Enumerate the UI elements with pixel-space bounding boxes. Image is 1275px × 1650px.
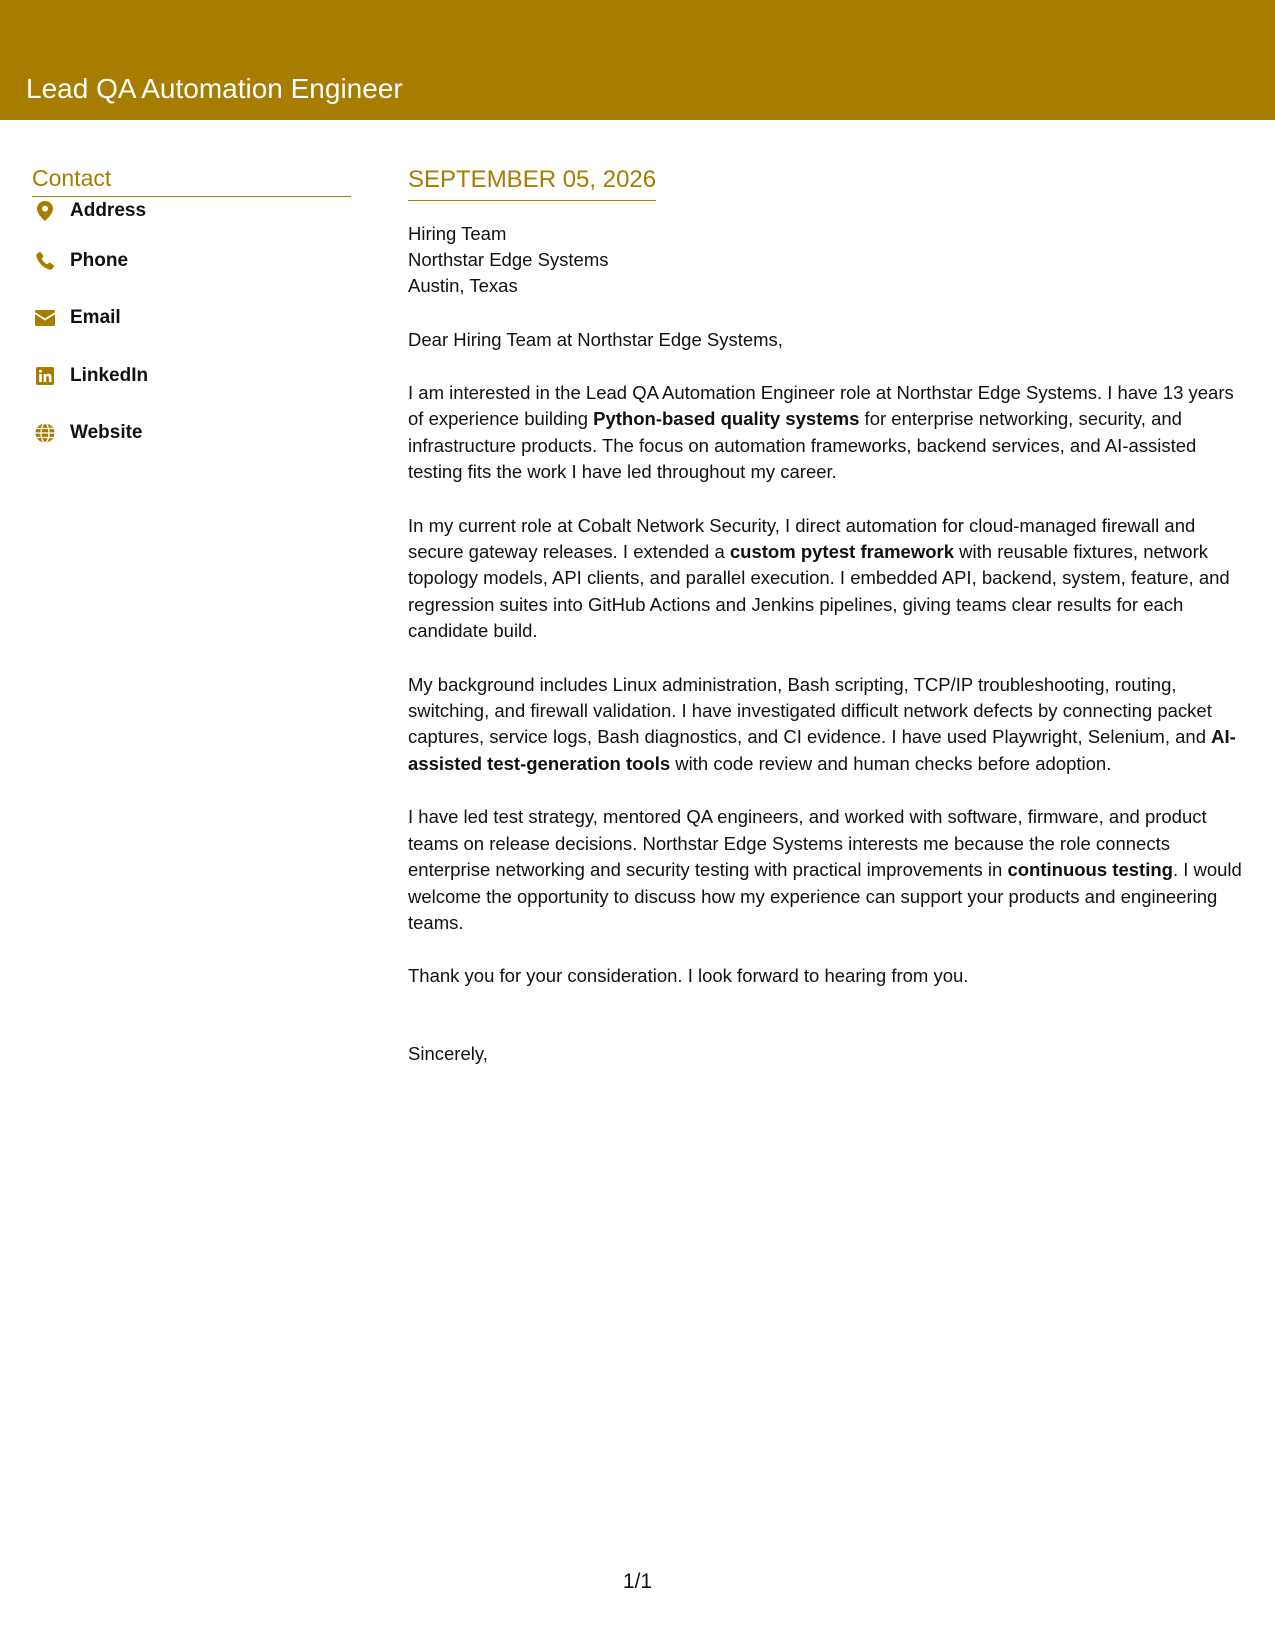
highlight-text: continuous testing (1007, 859, 1173, 881)
contact-label: LinkedIn (70, 364, 149, 386)
letter-body (408, 165, 1244, 1067)
recipient-company: Northstar Edge Systems (408, 249, 609, 270)
paragraph-text: for enterprise networking, security, and infrastructure products. The focus on automation frameworks, backend services, and AI-assisted testing fits the work I have led throughout my career. (408, 408, 1197, 483)
contact-label: Phone (70, 249, 129, 271)
recipient-location: Austin, Texas (408, 275, 518, 296)
sidebar (32, 164, 351, 462)
globe-icon (34, 422, 56, 444)
paragraph-text: In my current role at Cobalt Network Security, I direct automation for cloud-managed firewall and secure gateway releases. I extended a (408, 514, 1196, 563)
recipient-line: Hiring Team (408, 223, 507, 244)
contact-list (32, 196, 351, 462)
page-title: Lead QA Automation Engineer (26, 73, 403, 104)
recipient-block (408, 221, 1244, 299)
header-banner (0, 0, 1275, 120)
paragraph-4 (408, 804, 1244, 936)
closing-line: Thank you for your consideration. I look forward to hearing from you. (408, 965, 969, 987)
paragraph-text: . I would welcome the opportunity to discuss how my experience can support your products and engineering teams. (408, 859, 1242, 933)
paragraph-text: My background includes Linux administration, Bash scripting, TCP/IP troubleshooting, routing, switching, and firewall validation. I have investigated difficult network defects by connecting packet captures, service logs, Bash diagnostics, and CI evidence. I have used Playwright, Selenium, and (408, 673, 1212, 748)
paragraph-2 (408, 513, 1244, 645)
contact-label: Website (70, 422, 143, 444)
paragraph-text: I have led test strategy, mentored QA engineers, and worked with software, firmware, and product teams on release decisions. Northstar Edge Systems interests me because the role connects enterprise networking and security testing with practical improvements in (408, 806, 1207, 881)
page-number: 1/1 (622, 1570, 653, 1593)
highlight-text: AI-assisted test-generation tools (408, 726, 1236, 774)
contact-heading: Contact (32, 164, 351, 197)
highlight-text: Python-based quality systems (593, 408, 860, 430)
map-pin-icon (34, 200, 56, 222)
contact-item-website[interactable] (32, 405, 351, 463)
contact-item-address[interactable] (32, 196, 351, 232)
paragraph-text: with code review and human checks before adoption. (670, 752, 1112, 774)
contact-label: Address (70, 200, 147, 221)
paragraph-text: with reusable fixtures, network topology models, API clients, and parallel execution. I embedded API, backend, system, feature, and regression suites into GitHub Actions and Jenkins pipelines, giving teams clear results for each candidate build. (408, 541, 1230, 642)
linkedin-icon (34, 365, 56, 387)
paragraph-text: I am interested in the Lead QA Automation Engineer role at Northstar Edge Systems. I have 13 years of experience building (408, 382, 1234, 430)
paragraph-1 (408, 380, 1244, 486)
salutation: Dear Hiring Team at Northstar Edge Systems, (408, 329, 783, 350)
highlight-text: custom pytest framework (729, 541, 955, 563)
contact-label: Email (70, 307, 121, 329)
contact-item-linkedin[interactable] (32, 347, 351, 405)
signoff: Sincerely, (408, 1043, 488, 1065)
letter-date: SEPTEMBER 05, 2026 (408, 165, 656, 201)
paragraph-3 (408, 672, 1244, 778)
envelope-icon (34, 307, 56, 329)
phone-icon (34, 250, 56, 272)
contact-item-phone[interactable] (32, 232, 351, 290)
contact-item-email[interactable] (32, 290, 351, 348)
